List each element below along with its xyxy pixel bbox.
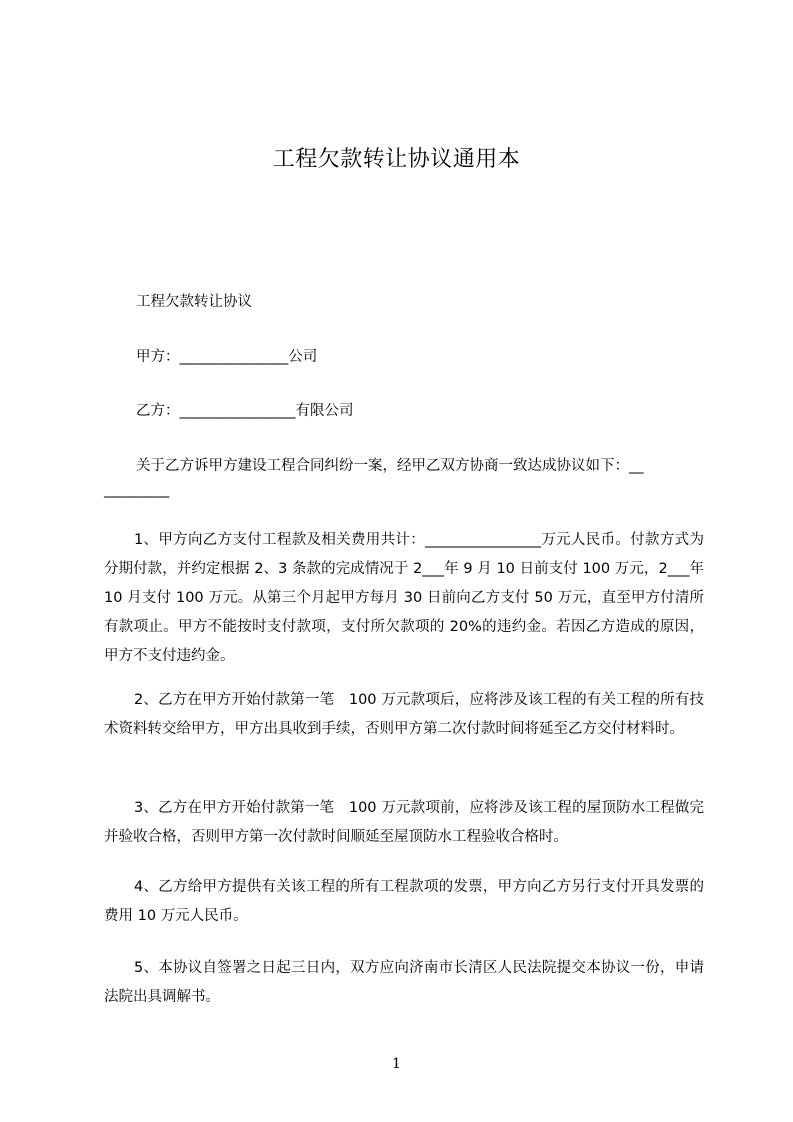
clause-3-text: 3、乙方在甲方开始付款第一笔 100 万元款项前，应将涉及该工程的屋顶防水工程做完并验收合格，否则甲方第一次付款时间顺延至屋顶防水工程验收合格时。 (104, 800, 704, 845)
intro-line-2: _________ (104, 482, 170, 498)
clause-2-text: 2、乙方在甲方开始付款第一笔 100 万元款项后，应将涉及该工程的有关工程的所有技术资料转交给甲方，甲方出具收到手续，否则甲方第二次付款时间将延至乙方交付材料时。 (104, 692, 704, 737)
document-title: 工程欠款转让协议通用本 (272, 147, 521, 172)
party-a-line: 甲方：_______________公司 (136, 349, 318, 365)
clause-4 (104, 873, 704, 931)
clause-1-text: 1、甲方向乙方支付工程款及相关费用共计：________________万元人民币。付款方式为分期付款，并约定根据 2、3 条款的完成情况于 2___年 9 月 10 日前支付 100 万元，2___年 10 月支付 100 万元。从第三个月起甲方每月 30 日前向乙方支付 50 万元，直至甲方付清所有款项止。甲方不能按时支付款项，支付所欠款项的 20%的违约金。若因乙方造成的原因，甲方不支付违约金。 (104, 532, 704, 664)
clause-5-text: 5、本协议自签署之日起三日内，双方应向济南市长清区人民法院提交本协议一份，申请法院出具调解书。 (104, 960, 704, 1005)
intro-line-1: 关于乙方诉甲方建设工程合同纠纷一案，经甲乙双方协商一致达成协议如下：__ (136, 458, 644, 474)
clause-1 (104, 526, 704, 671)
agreement-subtitle: 工程欠款转让协议 (136, 294, 252, 310)
page-number: 1 (392, 1056, 401, 1072)
clause-5 (104, 954, 704, 1012)
party-b-line: 乙方：________________有限公司 (136, 403, 354, 419)
clause-3 (104, 794, 704, 852)
clause-4-text: 4、乙方给甲方提供有关该工程的所有工程款项的发票，甲方向乙方另行支付开具发票的费用 10 万元人民币。 (104, 879, 704, 924)
clause-2 (104, 686, 704, 744)
